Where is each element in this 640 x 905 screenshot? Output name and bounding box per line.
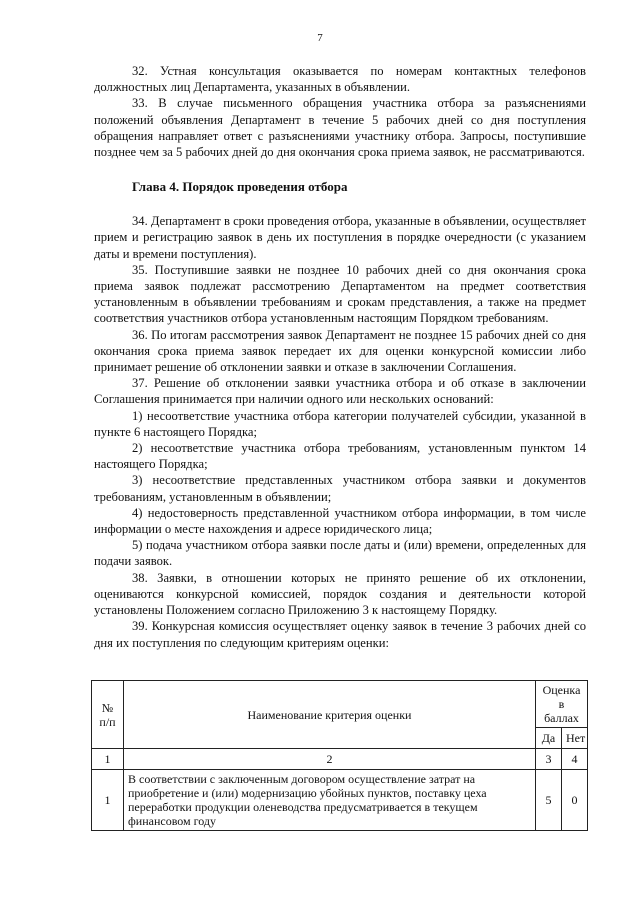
row-criterion-name: В соответствии с заключенным договором осуществление затрат на приобретение и (или) модернизацию убойных пунктов, поставку цеха переработки продукции оленеводства предусматривается в текущем финансовом году [124, 770, 536, 831]
list-item-3: 3) несоответствие представленных участником отбора заявки и документов требованиям, установленным в объявлении; [94, 473, 586, 504]
paragraph-36: 36. По итогам рассмотрения заявок Департамент не позднее 15 рабочих дней со дня окончания срока приема заявок передает их для оценки конкурсной комиссии либо принимает решение об отклонении заявки и отказе в заключении Соглашения. [94, 327, 586, 375]
header-no: Нет [561, 728, 587, 749]
list-item-4: 4) недостоверность представленной участником отбора информации, в том числе информации о месте нахождения и адресе юридического лица; [94, 505, 586, 537]
header-number: № п/п [92, 681, 124, 749]
criteria-table-wrapper [91, 680, 588, 831]
header-score: Оценка в баллах [535, 681, 587, 728]
index-cell: 4 [561, 749, 587, 770]
paragraph-33: 33. В случае письменного обращения участника отбора за разъяснениями положений объявления Департамент в течение 5 рабочих дней со дня поступления обращения направляет ответ с разъяснениями участнику отбора. Запросы, поступившие позднее чем за 5 рабочих дней до дня окончания срока приема заявок, не рассматриваются. [94, 96, 586, 160]
list-item-1: 1) несоответствие участника отбора категории получателей субсидии, указанной в пункте 6 настоящего Порядка; [94, 408, 586, 439]
header-yes: Да [535, 728, 561, 749]
criteria-table [91, 680, 588, 831]
list-item-5: 5) подача участником отбора заявки после даты и (или) времени, определенных для подачи заявок. [94, 538, 586, 569]
row-score-yes: 5 [535, 770, 561, 831]
row-score-no: 0 [561, 770, 587, 831]
paragraph-39: 39. Конкурсная комиссия осуществляет оценку заявок в течение 3 рабочих дней со дня их поступления по следующим критериям оценки: [94, 619, 586, 650]
page-number: 7 [317, 32, 323, 44]
table-index-row [92, 749, 588, 770]
table-header-row [92, 681, 588, 728]
paragraph-35: 35. Поступившие заявки не позднее 10 рабочих дней со дня окончания срока приема заявок подлежат рассмотрению Департаментом на предмет соответствия установленным в объявлении требованиям и срокам представления, а также на предмет соответствия участников отбора установленным настоящим Порядком требованиям. [94, 262, 586, 326]
index-cell: 2 [124, 749, 536, 770]
index-cell: 1 [92, 749, 124, 770]
paragraph-34: 34. Департамент в сроки проведения отбора, указанные в объявлении, осуществляет прием и регистрацию заявок в день их поступления в порядке очередности (с указанием даты и времени поступления). [94, 214, 586, 261]
table-row [92, 770, 588, 831]
row-number: 1 [92, 770, 124, 831]
document-body [94, 63, 586, 651]
paragraph-37: 37. Решение об отклонении заявки участника отбора и об отказе в заключении Соглашения принимается при наличии одного или нескольких оснований: [94, 376, 586, 407]
index-cell: 3 [535, 749, 561, 770]
list-item-2: 2) несоответствие участника отбора требованиям, установленным пунктом 14 настоящего Порядка; [94, 441, 586, 472]
chapter-heading: Глава 4. Порядок проведения отбора [132, 179, 348, 195]
paragraph-32: 32. Устная консультация оказывается по номерам контактных телефонов должностных лиц Департамента, указанных в объявлении. [94, 64, 586, 95]
paragraph-38: 38. Заявки, в отношении которых не принято решение об их отклонении, оцениваются конкурсной комиссией, порядок создания и деятельности которой установлены Положением согласно Приложению 3 к настоящему Порядку. [94, 570, 586, 618]
header-criterion-name: Наименование критерия оценки [124, 681, 536, 749]
